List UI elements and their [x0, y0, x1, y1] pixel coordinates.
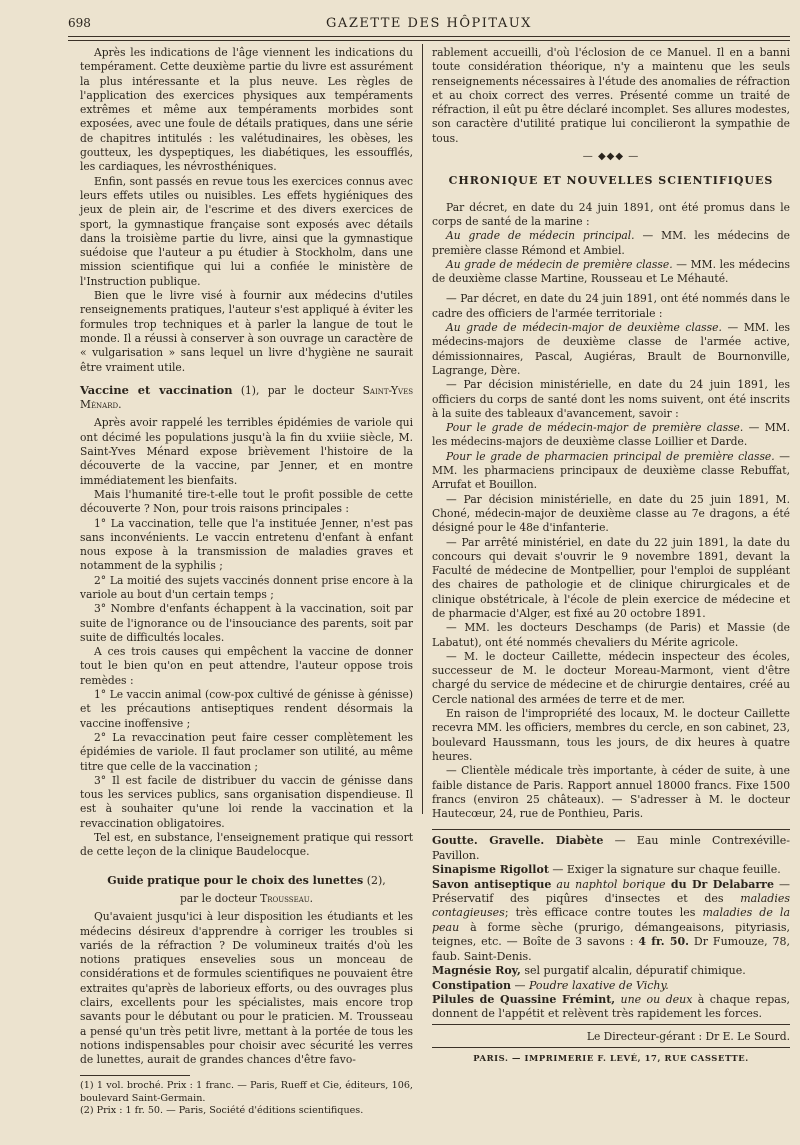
paragraph: Mais l'humanité tire-t-elle tout le profit possible de cette découverte ? Non, pour trois raisons principales :: [80, 487, 413, 516]
paragraph: 2° La moitié des sujets vaccinés donnent prise encore à la variole au bout d'un certain temps ;: [80, 573, 413, 601]
page-header: [68, 14, 790, 34]
journal-title: GAZETTE DES HÔPITAUX: [326, 16, 532, 31]
news-item: Au grade de médecin principal. — MM. les médecins de première classe Rémond et Ambiel.: [432, 229, 790, 257]
review-byline: par le docteur Trousseau.: [179, 891, 314, 905]
news-item: Pour le grade de médecin-major de première classe. — MM. les médecins-majors de deuxième classe Loillier et Darde.: [432, 421, 790, 449]
ad-contrexeville: Goutte. Gravelle. Diabète — Eau minle Contrexéville-Pavillon.: [432, 834, 790, 862]
page-number: 698: [68, 16, 91, 30]
ad-magnesie: Magnésie Roy, sel purgatif alcalin, dépuratif chimique.: [432, 964, 746, 978]
news-item: — Clientèle médicale très importante, à céder de suite, à une faible distance de Paris. Rapport annuel 18000 francs. Fixe 1500 francs (environ 25 châteaux). — S'adresser à M. le docteur Hautecœur, 24, rue de Ponthieu, Paris.: [432, 764, 790, 821]
news-item: En raison de l'impropriété des locaux, M. le docteur Caillette recevra MM. les officiers, membres du cercle, en son cabinet, 23, boulevard Haussmann, tous les jours, de dix heures à quatre heures.: [432, 707, 790, 763]
paragraph: 1° Le vaccin animal (cow-pox cultivé de génisse à génisse) et les précautions antiseptiques rendent désormais la vaccine inoffensive ;: [80, 688, 413, 730]
paragraph: 3° Il est facile de distribuer du vaccin de génisse dans tous les services publics, sans organisation dispendieuse. Il est à souhaiter qu'une loi rende la vaccination et la revaccination obligatoires.: [80, 773, 413, 830]
paragraph: 3° Nombre d'enfants échappent à la vaccination, soit par suite de l'ignorance ou de l'insouciance des parents, soit par suite de difficultés locales.: [80, 602, 413, 644]
header-rule: [68, 36, 790, 37]
ad-rigollot: Sinapisme Rigollot — Exiger la signature sur chaque feuille.: [432, 863, 781, 877]
chronique-title: CHRONIQUE ET NOUVELLES SCIENTIFIQUES: [448, 174, 774, 188]
ornament-divider: — ◆◆◆ —: [582, 151, 640, 163]
column-divider: [422, 44, 423, 814]
paragraph: 2° La revaccination peut faire cesser complètement les épidémies de variole. Il faut proclamer son utilité, au même titre que celle de la vaccination ;: [80, 730, 413, 773]
footnote-rule: [80, 1075, 190, 1076]
review-heading-lunettes: Guide pratique pour le choix des lunettes (2),: [107, 873, 386, 887]
paragraph: 1° La vaccination, telle que l'a instituée Jenner, n'est pas sans inconvénients. Le vaccin entretenu d'enfant à enfant nous expose à la transmission de maladies graves et notamment de la syphilis ;: [80, 516, 413, 573]
director-signature: Le Directeur-gérant : Dr E. Le Sourd.: [432, 1027, 790, 1048]
news-item: — M. le docteur Caillette, médecin inspecteur des écoles, successeur de M. le docteur Moreau-Marmont, vient d'être chargé du service de médecine et de chirurgie dentaires, créé au Cercle national des armées de terre et de mer.: [432, 649, 790, 706]
ad-constipation: Constipation — Poudre laxative de Vichy.: [432, 978, 669, 992]
paragraph: Après avoir rappelé les terribles épidémies de variole qui ont décimé les populations jusqu'à la fin du xviiie siècle, M. Saint-Yves Ménard expose brièvement l'histoire de la découverte de la vaccine, par Jenner, et en montre immédiatement les bienfaits.: [80, 416, 413, 487]
advertisements: [432, 829, 790, 1024]
paragraph: A ces trois causes qui empêchent la vaccine de donner tout le bien qu'on en peut attendre, l'auteur oppose trois remèdes :: [80, 645, 413, 687]
left-column: [80, 46, 413, 1118]
paragraph: rablement accueilli, d'où l'éclosion de ce Manuel. Il en a banni toute considération théorique, n'y a maintenu que les seuls renseignements nécessaires à l'étude des anomalies de réfraction et au choix correct des verres. Présenté comme un traité de réfraction, il eût pu être déclaré incomplet. Ses allures modestes, son caractère d'utilité pratique lui concilieront la sympathie de tous.: [432, 46, 790, 145]
news-item: Au grade de médecin-major de deuxième classe. — MM. les médecins-majors de deuxième classe de l'armée active, démissionnaires, Pascal, Augiéras, Brault de Bournonville, Lagrange, Dère.: [432, 321, 790, 377]
news-item: — Par arrêté ministériel, en date du 22 juin 1891, la date du concours qui devait s'ouvrir le 9 novembre 1891, devant la Faculté de médecine de Montpellier, pour l'emploi de suppléant des chaires de pathologie et de clinique chirurgicales et de clinique obstétricale, à l'école de plein exercice de médecine et de pharmacie d'Alger, est fixé au 20 octobre 1891.: [432, 535, 790, 620]
news-item: Par décret, en date du 24 juin 1891, ont été promus dans le corps de santé de la marine :: [432, 200, 790, 228]
footnote-1: (1) 1 vol. broché. Prix : 1 franc. — Paris, Rueff et Cie, éditeurs, 106, boulevard Saint-Germain.: [80, 1080, 413, 1104]
paragraph: Après les indications de l'âge viennent les indications du tempérament. Cette deuxième partie du livre est assurément la plus intéressante et la plus neuve. Les règles de l'application des exercices physiques aux tempéraments extrêmes et même aux tempéraments morbides sont exposées, avec une foule de détails pratiques, dans une série de chapitres intitulés : les valétudinaires, les obèses, les goutteux, les dyspeptiques, les diabétiques, les essoufflés, les cardiaques, les névrosthéniques.: [80, 46, 413, 174]
review-heading-vaccine: Vaccine et vaccination (1), par le docteur Saint-Yves Ménard.: [80, 382, 413, 412]
news-item: — Par décret, en date du 24 juin 1891, ont été nommés dans le cadre des officiers de l'armée territoriale :: [432, 292, 790, 320]
ad-quassine: Pilules de Quassine Frémint, une ou deux à chaque repas, donnent de l'appétit et relèvent très rapidement les forces.: [432, 992, 790, 1021]
paragraph: Tel est, en substance, l'enseignement pratique qui ressort de cette leçon de la clinique Baudelocque.: [80, 831, 413, 859]
printer-line: PARIS. — IMPRIMERIE F. LEVÉ, 17, RUE CASSETTE.: [473, 1053, 749, 1064]
ad-savon: Savon antiseptique au naphtol borique du Dr Delabarre — Préservatif des piqûres d'insectes et des maladies contagieuses; très efficace contre toutes les maladies de la peau à forme sèche (prurigo, démangeaisons, pityriasis, teignes, etc. — Boîte de 3 savons : 4 fr. 50. Dr Fumouze, 78, faub. Saint-Denis.: [432, 877, 791, 963]
news-item: Pour le grade de pharmacien principal de première classe. — MM. les pharmaciens principaux de deuxième classe Rebuffat, Arrufat et Bouillon.: [432, 449, 790, 492]
footnote-2: (2) Prix : 1 fr. 50. — Paris, Société d'éditions scientifiques.: [80, 1105, 364, 1117]
news-item: Au grade de médecin de première classe. — MM. les médecins de deuxième classe Martine, Rousseau et Le Méhauté.: [432, 257, 790, 286]
news-item: — Par décision ministérielle, en date du 25 juin 1891, M. Choné, médecin-major de deuxième classe au 7e dragons, a été désigné pour le 48e d'infanterie.: [432, 492, 790, 535]
right-column: [432, 46, 790, 1065]
news-item: — Par décision ministérielle, en date du 24 juin 1891, les officiers du corps de santé dont les noms suivent, ont été inscrits à la suite des tableaux d'avancement, savoir :: [432, 378, 790, 420]
paragraph: Qu'avaient jusqu'ici à leur disposition les étudiants et les médecins désireux d'apprendre à corriger les troubles si variés de la réfraction ? De volumineux traités d'où les notions pratiques ensevelies sous un monceau de considérations et de formules scientifiques ne pouvaient être extraites qu'après de laborieux efforts, ou des ouvrages plus clairs, excellents pour les spécialistes, mais encore trop savants pour le débutant ou pour le praticien. M. Trousseau a pensé qu'un très petit livre, mettant à la portée de tous les notions indispensables pour choisir avec sécurité les verres de lunettes, aurait de grandes chances d'être favo-: [80, 910, 413, 1067]
news-item: — MM. les docteurs Deschamps (de Paris) et Massie (de Labatut), ont été nommés chevaliers du Mérite agricole.: [432, 621, 790, 649]
paragraph: Bien que le livre visé à fournir aux médecins d'utiles renseignements pratiques, l'auteur s'est appliqué à éviter les formules trop techniques et à parler la langue de tout le monde. Il a réussi à conserver à son ouvrage un caractère de « vulgarisation » sans lequel un livre d'hygiène ne saurait être vraiment utile.: [80, 289, 413, 374]
paragraph: Enfin, sont passés en revue tous les exercices connus avec leurs effets utiles ou nuisibles. Les effets hygiéniques des jeux de plein air, de l'escrime et des divers exercices de sport, la gymnastique française sont exposés avec détails dans la troisième partie du livre, ainsi que la gymnastique suédoise que l'auteur a pu étudier à Stockholm, dans une mission scientifique qui lui a confiée le ministère de l'Instruction publique.: [80, 174, 413, 288]
header-rule-thin: [68, 40, 790, 41]
